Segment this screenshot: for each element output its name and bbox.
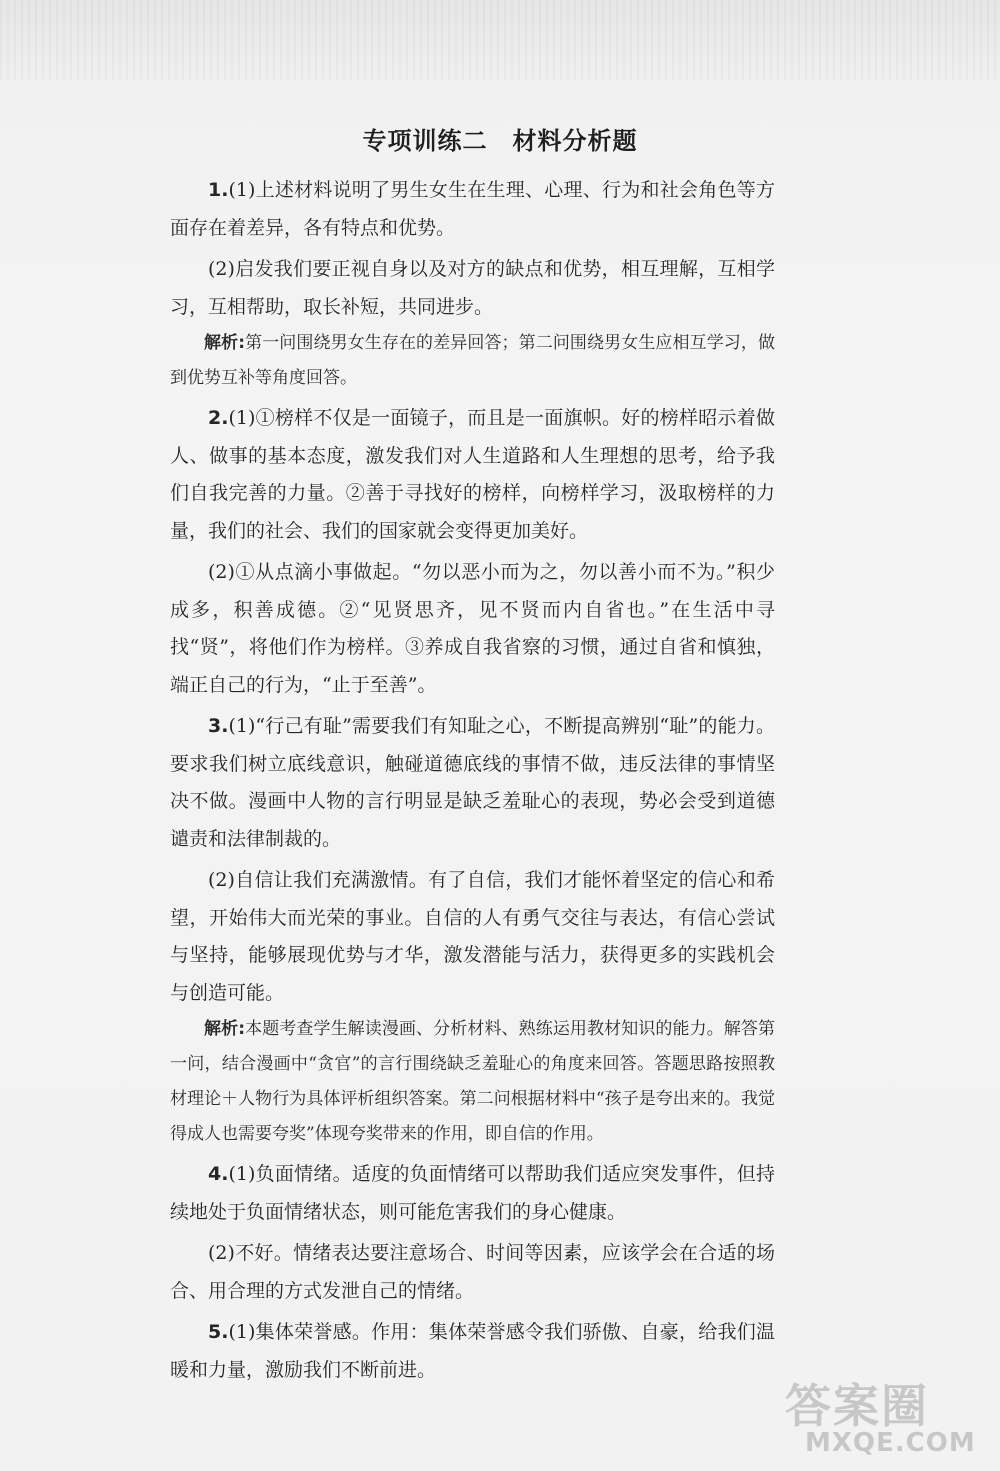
q4-part1-text: (1)负面情绪。适度的负面情绪可以帮助我们适应突发事件，但持续地处于负面情绪状态，则可能危害我们的身心健康。 bbox=[170, 1163, 775, 1223]
q1-part2: (2)启发我们要正视自身以及对方的缺点和优势，相互理解，互相学习，互相帮助，取长补短，共同进步。 bbox=[170, 258, 775, 318]
page-title: 专项训练二 材料分析题 bbox=[362, 127, 638, 155]
q1-analysis-label: 解析: bbox=[204, 333, 245, 353]
q4-part1 bbox=[170, 1156, 775, 1231]
q2-part1 bbox=[170, 400, 775, 550]
answer-content bbox=[170, 172, 775, 1389]
q2-part1-text: (1)①榜样不仅是一面镜子，而且是一面旗帜。好的榜样昭示着做人、做事的基本态度，激发我们对人生道路和人生理想的思考，给予我们自我完善的力量。②善于寻找好的榜样，向榜样学习，汲取榜样的力量，我们的社会、我们的国家就会变得更加美好。 bbox=[170, 407, 775, 542]
q3-analysis-label: 解析: bbox=[204, 1019, 245, 1039]
watermark-logo: 答案圈 bbox=[785, 1379, 929, 1433]
watermark-url: MXQE.COM bbox=[805, 1428, 976, 1458]
site-watermark bbox=[785, 1370, 985, 1465]
q1-number: 1. bbox=[208, 179, 229, 201]
q4-number: 4. bbox=[208, 1163, 229, 1185]
q3-analysis bbox=[170, 1012, 775, 1152]
q5-part1 bbox=[170, 1314, 775, 1389]
q3-number: 3. bbox=[208, 715, 229, 737]
q5-part1-text: (1)集体荣誉感。作用：集体荣誉感令我们骄傲、自豪，给我们温暖和力量，激励我们不断前进。 bbox=[170, 1321, 775, 1381]
q3-part2: (2)自信让我们充满激情。有了自信，我们才能怀着坚定的信心和希望，开始伟大而光荣的事业。自信的人有勇气交往与表达，有信心尝试与坚持，能够展现优势与才华，激发潜能与活力，获得更多的实践机会与创造可能。 bbox=[170, 869, 775, 1004]
scan-noise bbox=[0, 0, 1000, 80]
q1-analysis-text: 第一问围绕男女生存在的差异回答；第二问围绕男女生应相互学习，做到优势互补等角度回答。 bbox=[170, 333, 775, 388]
q1-analysis bbox=[170, 326, 775, 396]
q3-part1 bbox=[170, 708, 775, 858]
q1-part1-text: (1)上述材料说明了男生女生在生理、心理、行为和社会角色等方面存在着差异，各有特点和优势。 bbox=[170, 179, 775, 239]
q4-part2: (2)不好。情绪表达要注意场合、时间等因素，应该学会在合适的场合、用合理的方式发泄自己的情绪。 bbox=[170, 1242, 775, 1302]
q1-part1 bbox=[170, 172, 775, 247]
q2-part2: (2)①从点滴小事做起。“勿以恶小而为之，勿以善小而不为。”积少成多，积善成德。②“见贤思齐，见不贤而内自省也。”在生活中寻找“贤”，将他们作为榜样。③养成自我省察的习惯，通过自省和慎独，端正自己的行为，“止于至善”。 bbox=[170, 561, 775, 696]
q5-number: 5. bbox=[208, 1321, 229, 1343]
q3-analysis-text: 本题考查学生解读漫画、分析材料、熟练运用教材知识的能力。解答第一问，结合漫画中“贪官”的言行围绕缺乏羞耻心的角度来回答。答题思路按照教材理论＋人物行为具体评析组织答案。第二问根据材料中“孩子是夸出来的。我觉得成人也需要夸奖”体现夸奖带来的作用，即自信的作用。 bbox=[170, 1019, 775, 1144]
q2-number: 2. bbox=[208, 407, 229, 429]
q3-part1-text: (1)“行己有耻”需要我们有知耻之心，不断提高辨别“耻”的能力。要求我们树立底线意识，触碰道德底线的事情不做，违反法律的事情坚决不做。漫画中人物的言行明显是缺乏羞耻心的表现，势必会受到道德谴责和法律制裁的。 bbox=[170, 715, 775, 850]
